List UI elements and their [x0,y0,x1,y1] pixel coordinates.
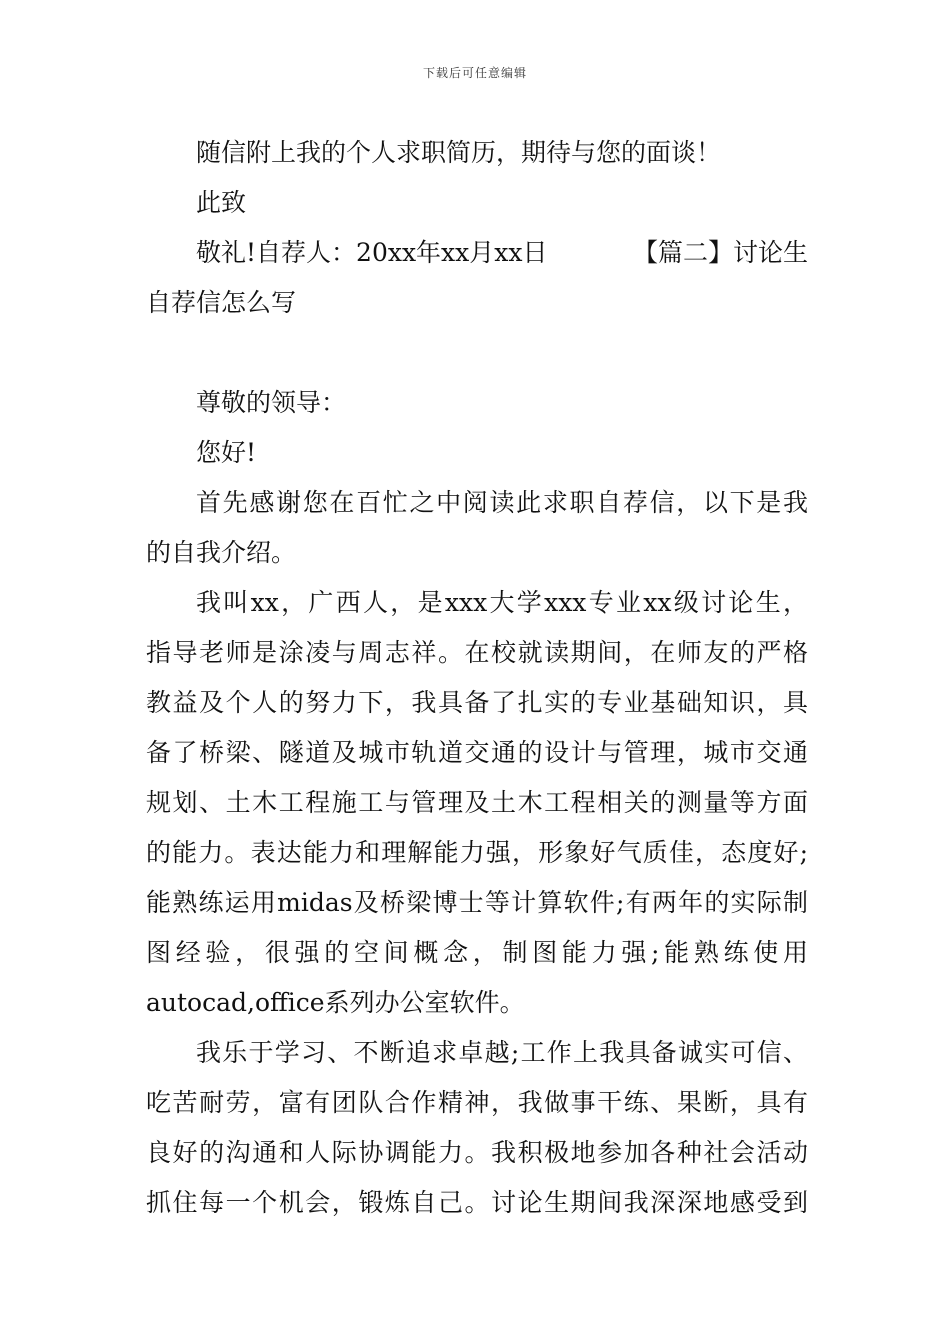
paragraph-line: 随信附上我的个人求职简历，期待与您的面谈！ [196,138,722,167]
paragraph-line: autocad,office系列办公室软件。 [146,988,525,1017]
paragraph-line: 我叫xx，广西人，是xxx大学xxx专业xx级讨论生， [196,588,808,617]
paragraph-line [146,228,808,278]
paragraph-line: 图经验，很强的空间概念，制图能力强;能熟练使用 [146,938,808,967]
paragraph-line: 吃苦耐劳，富有团队合作精神，我做事干练、果断，具有 [146,1088,808,1117]
section-heading-continued: 自荐信怎么写 [146,288,297,317]
paragraph-line: 指导老师是涂凌与周志祥。在校就读期间，在师友的严格 [146,638,808,667]
paragraph-line: 良好的沟通和人际协调能力。我积极地参加各种社会活动 [146,1138,808,1167]
paragraph-line: 我乐于学习、不断追求卓越;工作上我具备诚实可信、 [196,1038,808,1067]
paragraph-line: 的能力。表达能力和理解能力强，形象好气质佳，态度好; [146,838,808,867]
paragraph-line: 此致 [196,188,247,217]
signature-text: 敬礼!自荐人：20xx年xx月xx日 [196,238,548,267]
paragraph-line: 抓住每一个机会，锻炼自己。讨论生期间我深深地感受到 [146,1188,808,1217]
paragraph-line: 教益及个人的努力下，我具备了扎实的专业基础知识，具 [146,688,808,717]
blank-line [146,328,808,378]
paragraph-line: 规划、土木工程施工与管理及土木工程相关的测量等方面 [146,788,808,817]
header-note: 下载后可任意编辑 [422,66,527,80]
paragraph-line: 能熟练运用midas及桥梁博士等计算软件;有两年的实际制 [146,888,808,917]
paragraph-line: 备了桥梁、隧道及城市轨道交通的设计与管理，城市交通 [146,738,808,767]
section-heading: 【篇二】讨论生 [632,238,808,267]
greeting: 您好! [196,438,257,467]
paragraph-line: 的自我介绍。 [146,538,297,567]
paragraph-line: 首先感谢您在百忙之中阅读此求职自荐信，以下是我 [196,488,808,517]
document-body [146,128,808,1228]
salutation: 尊敬的领导： [196,388,347,417]
